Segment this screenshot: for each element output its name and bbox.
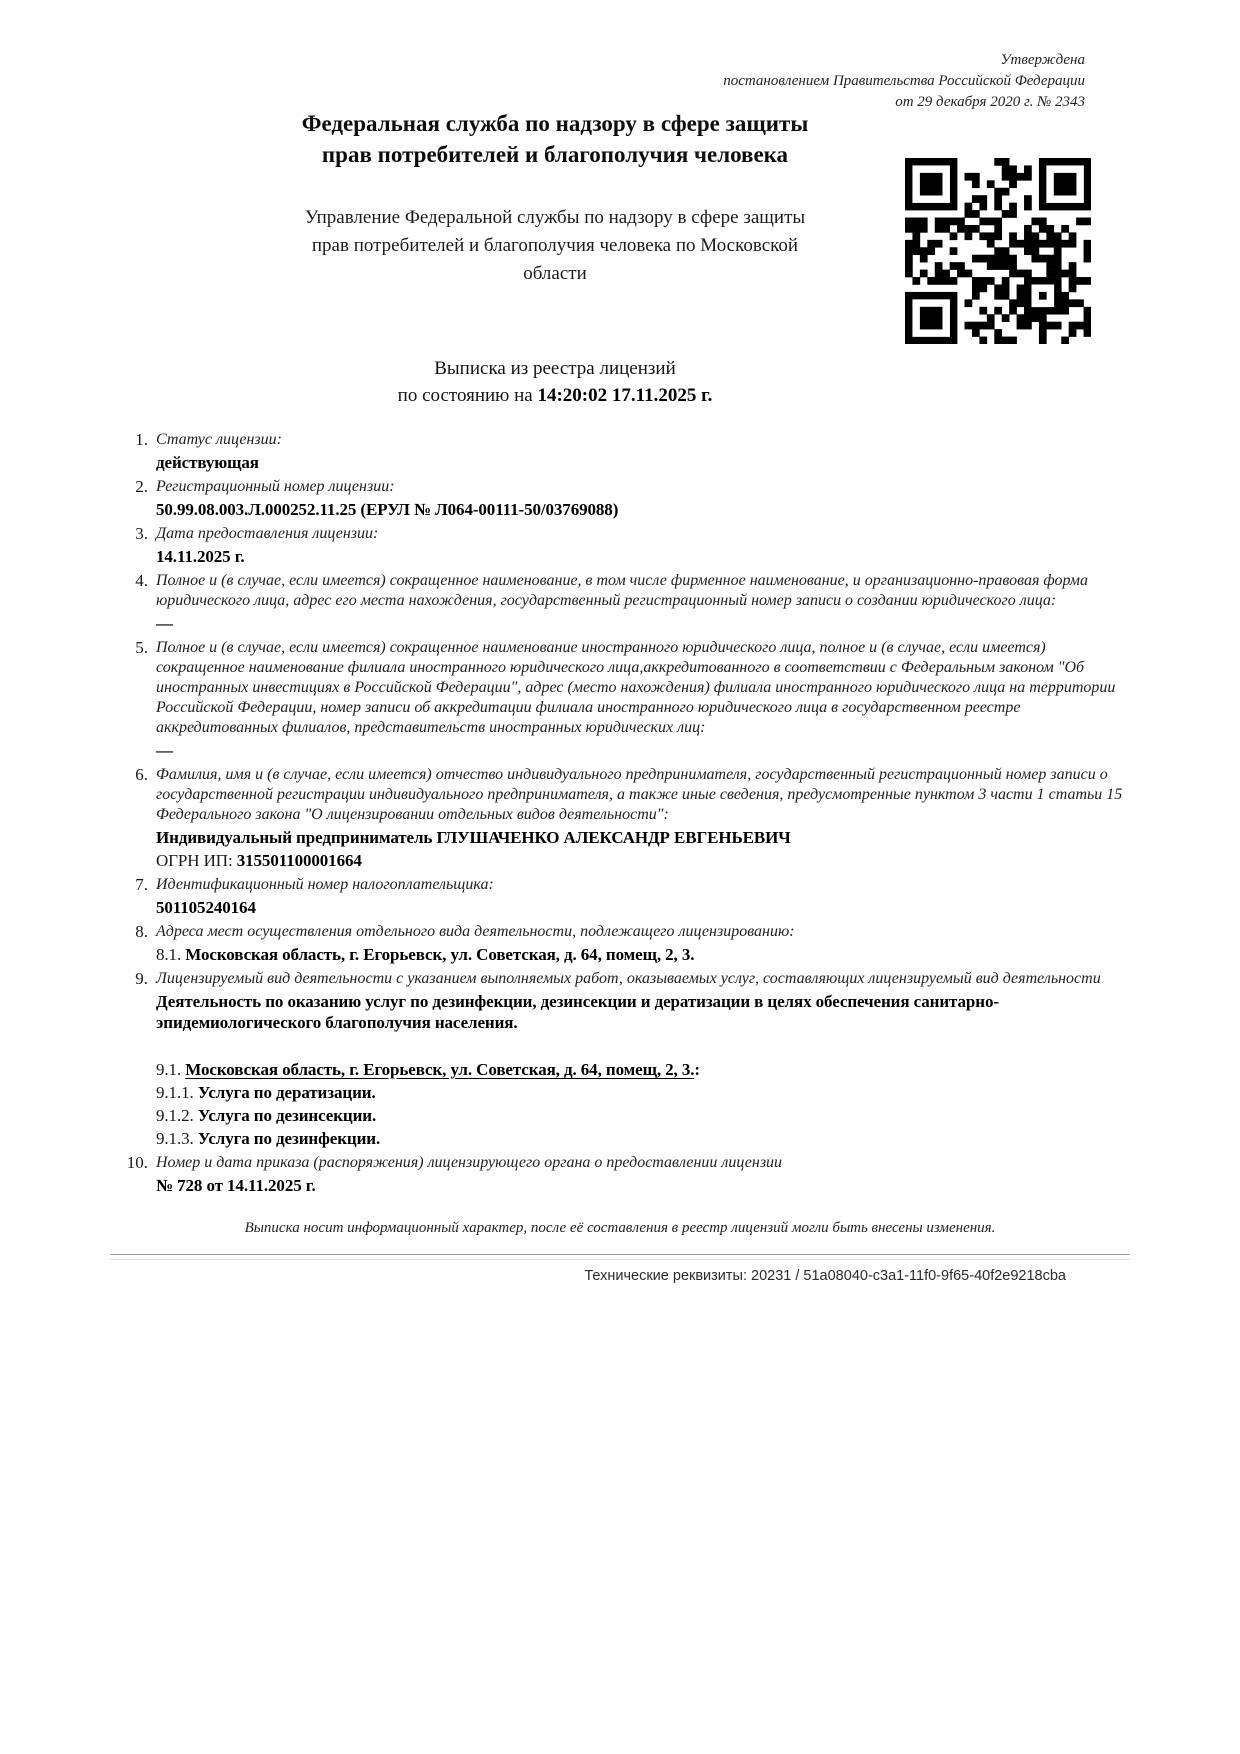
item-value-line	[156, 944, 1130, 965]
item-content	[156, 765, 1130, 871]
list-item	[110, 430, 1130, 473]
item-value-line	[156, 1059, 1130, 1080]
item-label: Регистрационный номер лицензии:	[156, 478, 395, 495]
list-item	[110, 765, 1130, 871]
item-content	[156, 477, 1130, 520]
item-number: 8.	[135, 922, 148, 941]
item-value-line	[156, 546, 1130, 567]
item-number: 4.	[135, 571, 148, 590]
approval-line: Утверждена	[1000, 52, 1085, 68]
items-list	[110, 430, 1130, 1196]
value-segment: 8.1.	[156, 945, 186, 964]
item-number: 6.	[135, 765, 148, 784]
document-body	[110, 430, 1130, 1284]
value-segment: —	[156, 614, 173, 633]
list-item	[110, 1153, 1130, 1196]
item-value-line	[156, 991, 1130, 1033]
item-label: Полное и (в случае, если имеется) сокращенное наименование иностранного юридического лица, полное и (в случае, если имеется) сокращенное наименование филиала иностранного юридического лица,аккредитованного в соответствии с Федеральным законом "Об иностранных инвестициях в Российской Федерации", адрес (место нахождения) филиала иностранного юридического лица на территории Российской Федерации, номер записи об аккредитации филиала иностранного юридического лица в государственном реестре аккредитованных филиалов, представительств иностранных юридических лиц:	[156, 639, 1116, 736]
item-value-line	[156, 1175, 1130, 1196]
item-value-line	[156, 499, 1130, 520]
item-number: 3.	[135, 524, 148, 543]
department-title: Управление Федеральной службы по надзору в сфере защиты прав потребителей и благополучия человека по Московской области	[304, 207, 806, 284]
value-segment: Московская область, г. Егорьевск, ул. Советская, д. 64, помещ, 2, 3.	[185, 945, 695, 964]
item-value-line	[156, 1128, 1130, 1149]
item-content	[156, 969, 1130, 1149]
value-segment: 9.1.1.	[156, 1083, 198, 1102]
item-content	[156, 638, 1130, 761]
separator-line	[110, 1254, 1130, 1255]
item-value-line	[156, 452, 1130, 473]
item-label: Лицензируемый вид деятельности с указанием выполняемых работ, оказываемых услуг, составляющих лицензируемый вид деятельности	[156, 970, 1101, 987]
informational-note: Выписка носит информационный характер, после её составления в реестр лицензий могли быть внесены изменения.	[244, 1220, 996, 1236]
extract-as-of-prefix: по состоянию на	[397, 385, 538, 406]
approval-line: от 29 декабря 2020 г. № 2343	[895, 94, 1085, 110]
item-number: 5.	[135, 638, 148, 657]
item-label: Идентификационный номер налогоплательщика:	[156, 876, 494, 893]
item-content	[156, 1153, 1130, 1196]
list-item	[110, 477, 1130, 520]
value-segment: 9.1.3.	[156, 1129, 198, 1148]
item-number: 7.	[135, 875, 148, 894]
list-item	[110, 875, 1130, 918]
value-segment: 50.99.08.003.Л.000252.11.25 (ЕРУЛ № Л064-00111-50/03769088)	[156, 500, 619, 519]
value-segment: Услуга по дератизации.	[197, 1083, 376, 1102]
value-segment: 14.11.2025 г.	[156, 547, 245, 566]
approval-block	[723, 50, 1085, 113]
agency-title: Федеральная служба по надзору в сфере защиты прав потребителей и благополучия человека	[301, 111, 809, 167]
approval-line: постановлением Правительства Российской Федерации	[723, 73, 1085, 89]
item-value-line	[156, 613, 1130, 634]
item-label: Номер и дата приказа (распоряжения) лицензирующего органа о предоставлении лицензии	[156, 1154, 783, 1171]
value-segment: действующая	[156, 453, 259, 472]
item-content	[156, 571, 1130, 634]
value-segment: № 728 от 14.11.2025 г.	[156, 1176, 316, 1195]
value-segment: Индивидуальный предприниматель ГЛУШАЧЕНКО АЛЕКСАНДР ЕВГЕНЬЕВИЧ	[156, 828, 791, 847]
item-value-line	[156, 1082, 1130, 1103]
item-content	[156, 875, 1130, 918]
value-segment: 501105240164	[156, 898, 256, 917]
item-label: Дата предоставления лицензии:	[156, 525, 379, 542]
value-segment: 9.1.	[156, 1060, 186, 1079]
item-value-line	[156, 1105, 1130, 1126]
qr-code	[905, 158, 1091, 344]
extract-title: Выписка из реестра лицензий	[434, 358, 676, 379]
item-value-line	[156, 897, 1130, 918]
list-item	[110, 638, 1130, 761]
extract-as-of-line	[295, 382, 815, 409]
value-segment: ОГРН ИП:	[156, 851, 237, 870]
extract-as-of-value: 14:20:02 17.11.2025 г.	[537, 385, 713, 406]
item-label: Адреса мест осуществления отдельного вида деятельности, подлежащего лицензированию:	[156, 923, 795, 940]
list-item	[110, 524, 1130, 567]
blank-spacer	[156, 1033, 1130, 1057]
item-number: 9.	[135, 969, 148, 988]
item-value-line	[156, 740, 1130, 761]
item-number: 2.	[135, 477, 148, 496]
value-segment: —	[156, 741, 173, 760]
list-item	[110, 571, 1130, 634]
item-value-line	[156, 850, 1130, 871]
value-segment: 9.1.2.	[156, 1106, 198, 1125]
item-value-line	[156, 827, 1130, 848]
separator-line-light	[110, 1259, 1130, 1260]
extract-title-block	[295, 355, 815, 409]
item-number: 10.	[126, 1153, 148, 1172]
technical-requisites: Технические реквизиты: 20231 / 51a08040-c3a1-11f0-9f65-40f2e9218cba	[584, 1268, 1066, 1284]
item-content	[156, 524, 1130, 567]
header-block	[295, 108, 815, 288]
value-segment: 315501100001664	[236, 851, 362, 870]
value-segment: :	[694, 1060, 700, 1079]
item-number: 1.	[135, 430, 148, 449]
value-segment: Деятельность по оказанию услуг по дезинфекции, дезинсекции и дератизации в целях обеспечения санитарно-эпидемиологического благополучия населения.	[156, 992, 999, 1032]
item-content	[156, 922, 1130, 965]
value-segment: Московская область, г. Егорьевск, ул. Советская, д. 64, помещ, 2, 3.	[185, 1060, 695, 1079]
item-label: Статус лицензии:	[156, 431, 282, 448]
list-item	[110, 922, 1130, 965]
item-label: Полное и (в случае, если имеется) сокращенное наименование, в том числе фирменное наименование, и организационно-правовая форма юридического лица, адрес его места нахождения, государственный регистрационный номер записи о создании юридического лица:	[156, 572, 1088, 609]
item-content	[156, 430, 1130, 473]
item-label: Фамилия, имя и (в случае, если имеется) отчество индивидуального предпринимателя, государственный регистрационный номер записи о государственной регистрации индивидуального предпринимателя, а также иные сведения, предусмотренные пунктом 3 части 1 статьи 15 Федерального закона "О лицензировании отдельных видов деятельности":	[156, 766, 1123, 823]
value-segment: Услуга по дезинсекции.	[197, 1106, 377, 1125]
list-item	[110, 969, 1130, 1149]
value-segment: Услуга по дезинфекции.	[197, 1129, 381, 1148]
